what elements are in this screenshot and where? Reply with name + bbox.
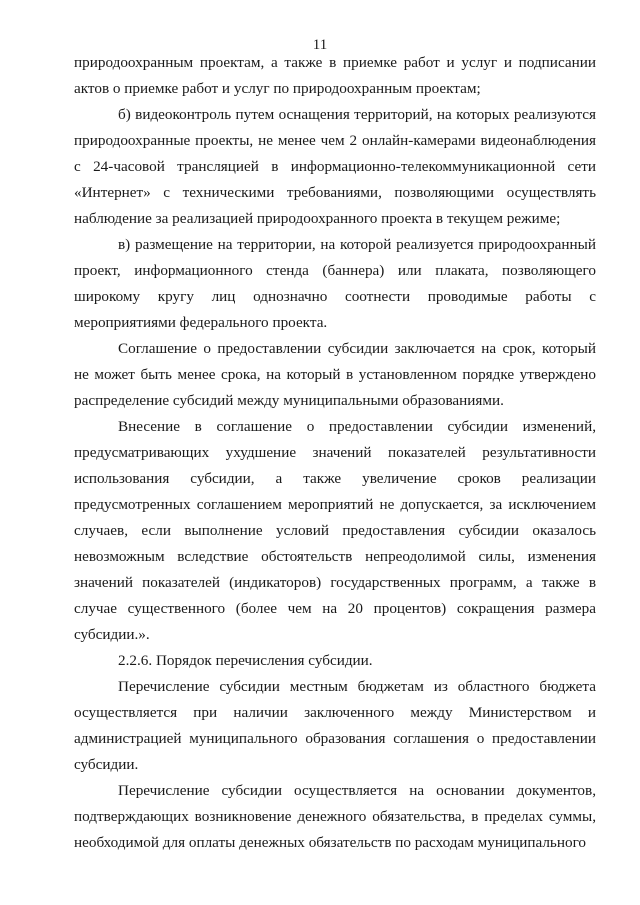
page-number: 11 (312, 37, 328, 53)
paragraph-continuation: природоохранным проектам, а также в приемке работ и услуг и подписании актов о приемке работ и услуг по природоохранным проектам; (74, 54, 596, 97)
paragraph-item-b-video-control: б) видеоконтроль путем оснащения территорий, на которых реализуются природоохранные проекты, не менее чем 2 онлайн-камерами видеонаблюдения с 24-часовой трансляцией в информационно-телекоммуникационной сети «Интернет» с техническими требованиями, позволяющими осуществлять наблюдение за реализацией природоохранного проекта в текущем режиме; (74, 106, 596, 227)
paragraph-agreement-changes: Внесение в соглашение о предоставлении субсидии изменений, предусматривающих ухудшение значений показателей результативности использования субсидии, а также увеличение сроков реализации предусмотренных соглашением мероприятий не допускается, за исключением случаев, если выполнение условий предоставления субсидии оказалось невозможным вследствие обстоятельств непреодолимой силы, изменения значений показателей (индикаторов) государственных программ, а также в случае существенного (более чем на 20 процентов) сокращения размера субсидии.». (74, 418, 596, 643)
paragraph-transfer-conditions: Перечисление субсидии местным бюджетам из областного бюджета осуществляется при наличии заключенного между Министерством и администрацией муниципального образования соглашения о предоставлении субсидии. (74, 678, 596, 773)
paragraph-agreement-term: Соглашение о предоставлении субсидии заключается на срок, который не может быть менее срока, на который в установленном порядке утверждено распределение субсидий между муниципальными образованиями. (74, 340, 596, 409)
section-heading-2-2-6: 2.2.6. Порядок перечисления субсидии. (118, 652, 373, 669)
paragraph-item-v-info-stand: в) размещение на территории, на которой реализуется природоохранный проект, информационного стенда (баннера) или плаката, позволяющего широкому кругу лиц однозначно соотнести проводимые работы с мероприятиями федерального проекта. (74, 236, 596, 331)
paragraph-transfer-basis: Перечисление субсидии осуществляется на основании документов, подтверждающих возникновение денежного обязательства, в пределах суммы, необходимой для оплаты денежных обязательств по расходам муниципального (74, 782, 596, 851)
document-body (74, 50, 596, 856)
